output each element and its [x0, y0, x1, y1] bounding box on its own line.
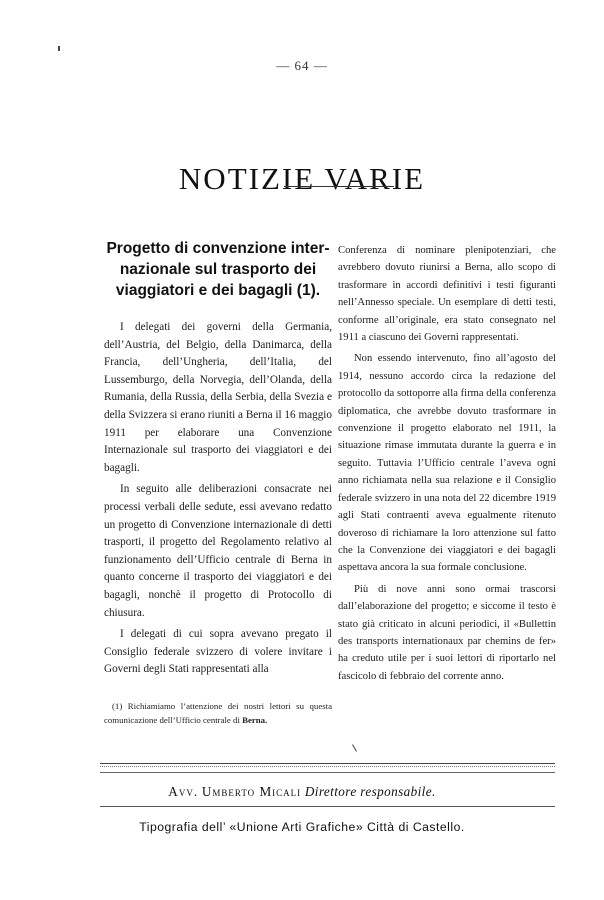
body-paragraph: Non essendo intervenuto, fino all’agosto del 1914, nessuno accordo circa la redazione del protocollo da sottoporre alla firma della conferenza diplomatica, che avrebbe dovuto trasformare in convenzione il progetto elaborato nel 1911, la situazione rimase immutata durante la guerra e in seguito. Tuttavia l’Ufficio centrale l’aveva ogni anno richiamata nella sua relazione e il Consiglio federale svizzero in una nota del 22 dicembre 1919 agli Stati contraenti aveva egualmente ritenuto doveroso di richiamare la loro attenzione sul fatto che la Convenzione dei viaggiatori e dei bagagli aspettava ancora la sua formale conclusione. — [338, 353, 556, 574]
body-paragraph: Conferenza di nominare plenipotenziari, che avrebbero dovuto riunirsi a Berna, allo scopo di trasformare in accordi definitivi i testi figuranti nell’Annesso speciale. Un esemplare di detti testi, conforme all’originale, era stato consegnato nel 1911 a ciascuno dei Governi rappresentati. — [338, 245, 556, 344]
article-title-line: viaggiatori e dei bagagli (1). — [115, 282, 321, 299]
footnote-bold-text: Berna. — [242, 714, 268, 725]
body-paragraph: I delegati di cui sopra avevano pregato il Consiglio federale svizzero di volere invitare i Governi degli Stati rappresentati alla — [104, 628, 332, 676]
director-role: Direttore responsabile. — [304, 784, 436, 799]
body-paragraph: Più di nove anni sono ormai trascorsi dall’elaborazione del progetto; e siccome il testo è stato già criticato in alcuni periodici, il «Bullettin des transports internationaux par chemins de fer» ha creduto utile per i suoi lettori di riportarlo nel fascicolo di febbraio del corrente anno. — [338, 583, 556, 682]
body-paragraph: I delegati dei governi della Germania, dell’Austria, del Belgio, della Danimarca, della Francia, dell’Ungheria, dell’Italia, del Lussemburgo, della Norvegia, dell’Olanda, della Rumania, della Russia, della Serbia, della Svezia e della Svizzera si erano riuniti a Berna il 16 maggio 1911 per elaborare una Convenzione Internazionale sul trasporto dei viaggiatori e dei bagagli. — [104, 321, 332, 474]
page-number: — 64 — — [276, 58, 328, 73]
title-underline — [284, 186, 394, 187]
footnote-text: (1) Richiamiamo l’attenzione dei nostri lettori su questa comunicazione dell’Ufficio centrale di — [104, 700, 332, 725]
left-column — [104, 238, 332, 736]
section-title: NOTIZIE VARIE — [178, 160, 426, 196]
decorative-dotted-rule — [100, 766, 555, 767]
right-column — [338, 242, 556, 689]
article-title-line: nazionale sul trasporto dei — [119, 261, 317, 278]
printer-imprint: Tipografia dell’ «Unione Arti Grafiche» Città di Castello. — [139, 820, 465, 834]
scan-speck — [58, 46, 60, 51]
body-paragraph: In seguito alle deliberazioni consacrate nei processi verbali delle sedute, essi avevano redatto un progetto di Convenzione internazionale di detti trasporti, il progetto del Regolamento relativo al funzionamento dell’Ufficio centrale di Berna in quanto concerne il trasporto dei viaggiatori e dei bagagli, nonchè il progetto di Protocollo di chiusura. — [104, 483, 332, 619]
footnote — [104, 699, 332, 727]
director-name: Umberto Micali — [201, 784, 302, 799]
footer-rule — [100, 806, 555, 807]
director-prefix: Avv. — [168, 784, 199, 799]
decorative-double-rule — [100, 763, 555, 773]
article-title-line: Progetto di convenzione inter- — [106, 240, 330, 257]
responsible-director-line — [0, 784, 604, 800]
article-title — [104, 238, 332, 301]
scan-speck — [352, 744, 357, 751]
